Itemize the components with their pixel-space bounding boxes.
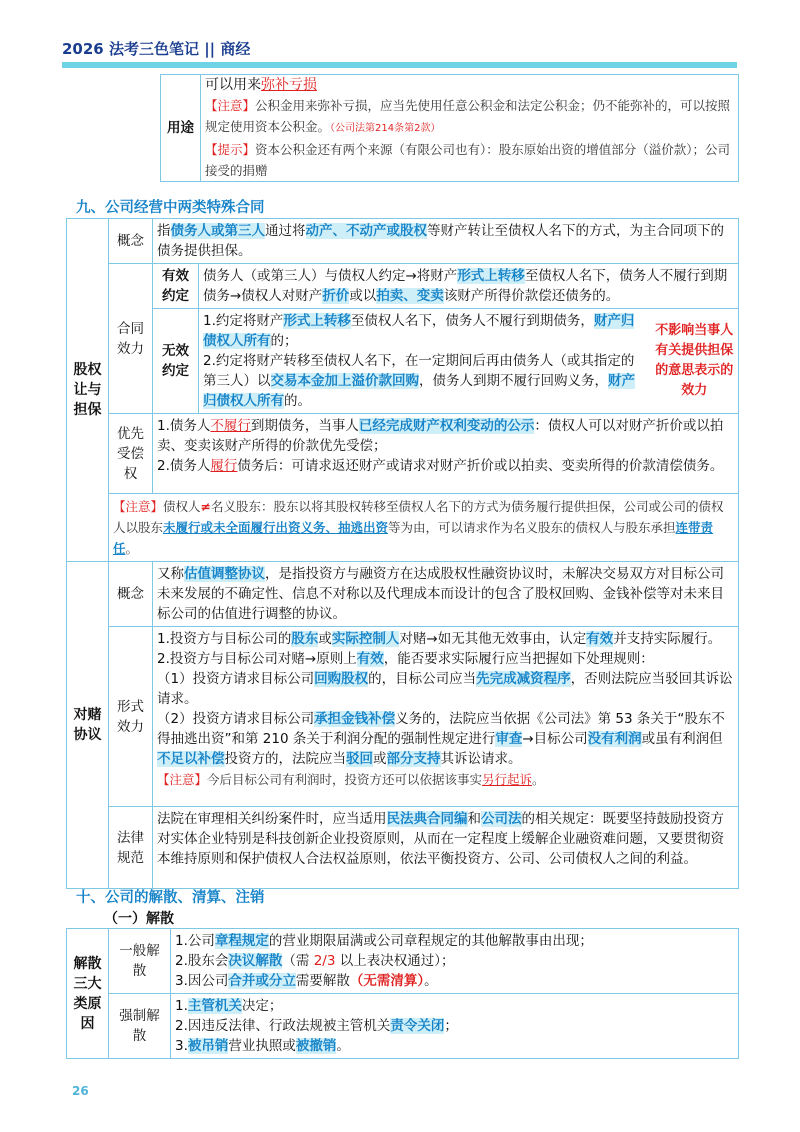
invalid-content: 1.约定将财产形式上转移至债权人名下，债务人不履行到期债务，财产归债权人所有的； 2.约定将财产转移至债权人名下，在一定期间后再由债务人（或其指定的第三人）以交易本金加上溢价款回购，债务人到期不履行回购义务，财产归债权人所有的。 [199,309,651,414]
vam-label: 对赌协议 [67,562,109,889]
vam-effect-label: 形式效力 [109,627,153,807]
equity-concept: 指债务人或第三人通过将动产、不动产或股权等财产转让至债权人名下的方式，为主合同项下的债务提供担保。 [153,219,739,264]
equity-concept-label: 概念 [109,219,153,264]
vam-concept: 又称估值调整协议，是指投资方与融资方在达成股权性融资协议时，未解决交易双方对目标公司未来发展的不确定性、信息不对称以及代理成本而设计的包含了股权回购、金钱补偿等对未来目标公司的估值进行调整的协议。 [153,562,739,627]
general-dissolution-label: 一般解散 [109,929,171,994]
general-dissolution: 1.公司章程规定的营业期限届满或公司章程规定的其他解散事由出现； 2.股东会决议解散（需 2/3 以上表决权通过）； 3.因公司合并或分立需要解散（无需清算）。 [171,929,739,994]
vam-concept-label: 概念 [109,562,153,627]
priority-label: 优先受偿权 [109,414,153,494]
usage-tip: 【提示】资本公积金还有两个来源（有限公司也有）：股东原始出资的增值部分（溢价款）；公司接受的捐赠 [205,142,731,178]
usage-line: 可以用来弥补亏损 [205,77,317,93]
section10-subheading: （一）解散 [104,911,174,927]
section9-heading: 九、公司经营中两类特殊合同 [76,200,265,216]
equity-effect-label: 合同效力 [109,264,153,414]
forced-dissolution-label: 强制解散 [109,994,171,1059]
invalid-side-note: 不影响当事人有关提供担保的意思表示的效力 [651,309,739,414]
section10-table [66,928,739,1059]
page-number: 26 [72,1084,89,1098]
dissolution-label: 解散三大类原因 [67,929,109,1059]
forced-dissolution: 1.主管机关决定； 2.因违反法律、行政法规被主管机关责令关闭； 3.被吊销营业执照或被撤销。 [171,994,739,1059]
row-label-usage: 用途 [161,75,201,182]
invalid-label: 无效约定 [153,309,199,414]
equity-note: 【注意】债权人≠名义股东：股东以将其股权转移至债权人名下的方式为债务履行提供担保，公司或公司的债权人以股东未履行或未全面履行出资义务、抽逃出资等为由，可以请求作为名义股东的债权人与股东承担连带责任。 [109,494,739,562]
page-header [62,38,737,68]
top-table [160,74,739,182]
priority-content: 1.债务人不履行到期债务，当事人已经完成财产权利变动的公示：债权人可以对财产折价或以拍卖、变卖该财产所得的价款优先受偿； 2.债务人履行债务后：可请求返还财产或请求对财产折价或以拍卖、变卖所得的价款清偿债务。 [153,414,739,494]
vam-effect: 1.投资方与目标公司的股东或实际控制人对赌→如无其他无效事由，认定有效并支持实际履行。 2.投资方与目标公司对赌→原则上有效，能否要求实际履行应当把握如下处理规则： （1）投资方请求目标公司回购股权的，目标公司应当先完成减资程序，否则法院应当驳回其诉讼请求。 （2）投资方请求目标公司承担金钱补偿义务的，法院应当依据《公司法》第 53 条关于“股东不得抽逃出资”和第 210 条关于利润分配的强制性规定进行审查→目标公司没有利润或虽有利润但不足以补偿投资方的，法院应当驳回或部分支持其诉讼请求。 【注意】今后目标公司有利润时，投资方还可以依据该事实另行起诉。 [153,627,739,807]
usage-note: 【注意】公积金用来弥补亏损，应当先使用任意公积金和法定公积金；仍不能弥补的，可以按照规定使用资本公积金。（公司法第214条第2款） [205,98,731,134]
vam-rule: 法院在审理相关纠纷案件时，应当适用民法典合同编和公司法的相关规定：既要坚持鼓励投资方对实体企业特别是科技创新企业投资原则，从而在一定程度上缓解企业融资难问题，又要贯彻资本维持原则和保护债权人合法权益原则，依法平衡投资方、公司、公司债权人之间的利益。 [153,807,739,889]
valid-label: 有效约定 [153,264,199,309]
valid-content: 债务人（或第三人）与债权人约定→将财产形式上转移至债权人名下，债务人不履行到期债务→债权人对财产折价或以拍卖、变卖该财产所得价款偿还债务的。 [199,264,739,309]
header-bar [62,62,737,68]
section9-table [66,218,739,889]
header-title: 2026 法考三色笔记 || 商经 [62,40,251,58]
vam-rule-label: 法律规范 [109,807,153,889]
equity-label: 股权让与担保 [67,219,109,562]
section10-heading: 十、公司的解散、清算、注销 [76,890,265,906]
